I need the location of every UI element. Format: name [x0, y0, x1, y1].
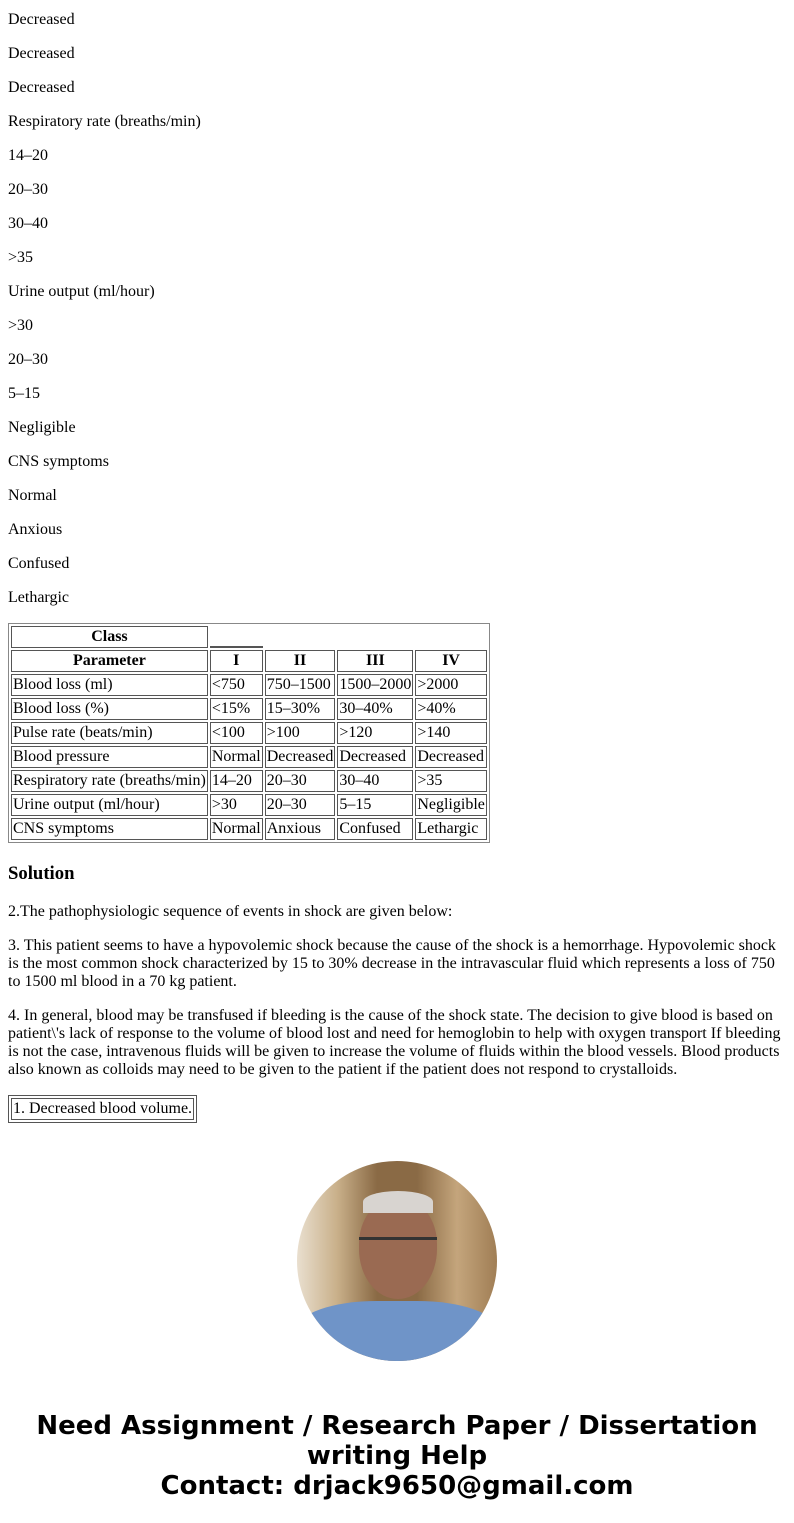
text-line: 20–30	[8, 181, 48, 198]
banner-contact[interactable]: Contact: drjack9650@gmail.com	[160, 1471, 634, 1501]
table-row	[11, 698, 487, 720]
table-cell: >100	[265, 722, 336, 744]
answer-text: 1. Decreased blood volume.	[11, 1098, 194, 1120]
text-line: 30–40	[8, 215, 48, 232]
table-cell: Decreased	[337, 746, 413, 768]
table-cell: >30	[210, 794, 263, 816]
table-row	[11, 818, 487, 840]
author-photo	[297, 1161, 497, 1361]
table-cell: Lethargic	[415, 818, 487, 840]
table-cell: <100	[210, 722, 263, 744]
table-cell: Blood loss (%)	[11, 698, 208, 720]
text-line: Decreased	[8, 11, 75, 28]
table-cell: >140	[415, 722, 487, 744]
answer-box	[8, 1095, 197, 1123]
table-cell: <15%	[210, 698, 263, 720]
text-line: Anxious	[8, 521, 63, 538]
solution-paragraph: 4. In general, blood may be transfused if bleeding is the cause of the shock state. The decision to give blood is based on patient\'s lack of response to the volume of blood lost and need for hemoglobin to help with oxygen transport If bleeding is not the case, intravenous fluids will be given to increase the volume of fluids within the blood vessels. Blood products also known as colloids may need to be given to the patient if the patient does not respond to crystalloids.	[8, 1007, 781, 1078]
text-line: 20–30	[8, 351, 48, 368]
text-line: >30	[8, 317, 34, 334]
column-header: III	[337, 650, 413, 672]
table-row	[11, 746, 487, 768]
table-cell: 750–1500	[265, 674, 336, 696]
text-line: Normal	[8, 487, 57, 504]
text-line: 5–15	[8, 385, 40, 402]
table-cell: Confused	[337, 818, 413, 840]
column-header: IV	[415, 650, 487, 672]
table-cell: Decreased	[415, 746, 487, 768]
table-cell: 5–15	[337, 794, 413, 816]
text-line: Negligible	[8, 419, 76, 436]
table-cell: 20–30	[265, 794, 336, 816]
contact-banner	[8, 1411, 786, 1501]
table-cell: CNS symptoms	[11, 818, 208, 840]
column-header: I	[210, 650, 263, 672]
column-header: II	[265, 650, 336, 672]
table-cell: Normal	[210, 818, 263, 840]
table-cell: Blood loss (ml)	[11, 674, 208, 696]
table-row	[11, 674, 487, 696]
column-header: Parameter	[11, 650, 208, 672]
table-cell: >40%	[415, 698, 487, 720]
table-cell: 14–20	[210, 770, 263, 792]
text-line: Lethargic	[8, 589, 70, 606]
table-cell: 15–30%	[265, 698, 336, 720]
text-line: Decreased	[8, 45, 75, 62]
table-row	[11, 770, 487, 792]
text-line: Decreased	[8, 79, 75, 96]
text-line: Urine output (ml/hour)	[8, 283, 155, 300]
table-cell: >35	[415, 770, 487, 792]
table-cell: >120	[337, 722, 413, 744]
class-header: Class	[11, 626, 208, 648]
text-line: Confused	[8, 555, 70, 572]
banner-headline: Need Assignment / Research Paper / Dissertation writing Help	[36, 1411, 758, 1471]
solution-paragraph: 3. This patient seems to have a hypovolemic shock because the cause of the shock is a hemorrhage. Hypovolemic shock is the most common shock characterized by 15 to 30% decrease in the intravascular fluid which represents a loss of 750 to 1500 ml blood in a 70 kg patient.	[8, 937, 776, 990]
table-cell: 30–40	[337, 770, 413, 792]
table-cell: Anxious	[265, 818, 336, 840]
table-cell: <750	[210, 674, 263, 696]
top-lines	[8, 11, 786, 607]
table-cell: 1500–2000	[337, 674, 413, 696]
table-cell: Normal	[210, 746, 263, 768]
table-cell: Negligible	[415, 794, 487, 816]
table-row	[11, 794, 487, 816]
table-cell: Pulse rate (beats/min)	[11, 722, 208, 744]
table-cell: Respiratory rate (breaths/min)	[11, 770, 208, 792]
table-cell: >2000	[415, 674, 487, 696]
table-cell: Urine output (ml/hour)	[11, 794, 208, 816]
text-line: >35	[8, 249, 34, 266]
text-line: CNS symptoms	[8, 453, 109, 470]
table-row	[11, 722, 487, 744]
text-line: Respiratory rate (breaths/min)	[8, 113, 201, 130]
solution-heading: Solution	[8, 863, 75, 884]
table-cell: Blood pressure	[11, 746, 208, 768]
solution-paragraph: 2.The pathophysiologic sequence of events in shock are given below:	[8, 903, 453, 920]
table-cell: 30–40%	[337, 698, 413, 720]
table-cell: Decreased	[265, 746, 336, 768]
text-line: 14–20	[8, 147, 48, 164]
table-cell: 20–30	[265, 770, 336, 792]
shock-class-table	[8, 623, 490, 843]
